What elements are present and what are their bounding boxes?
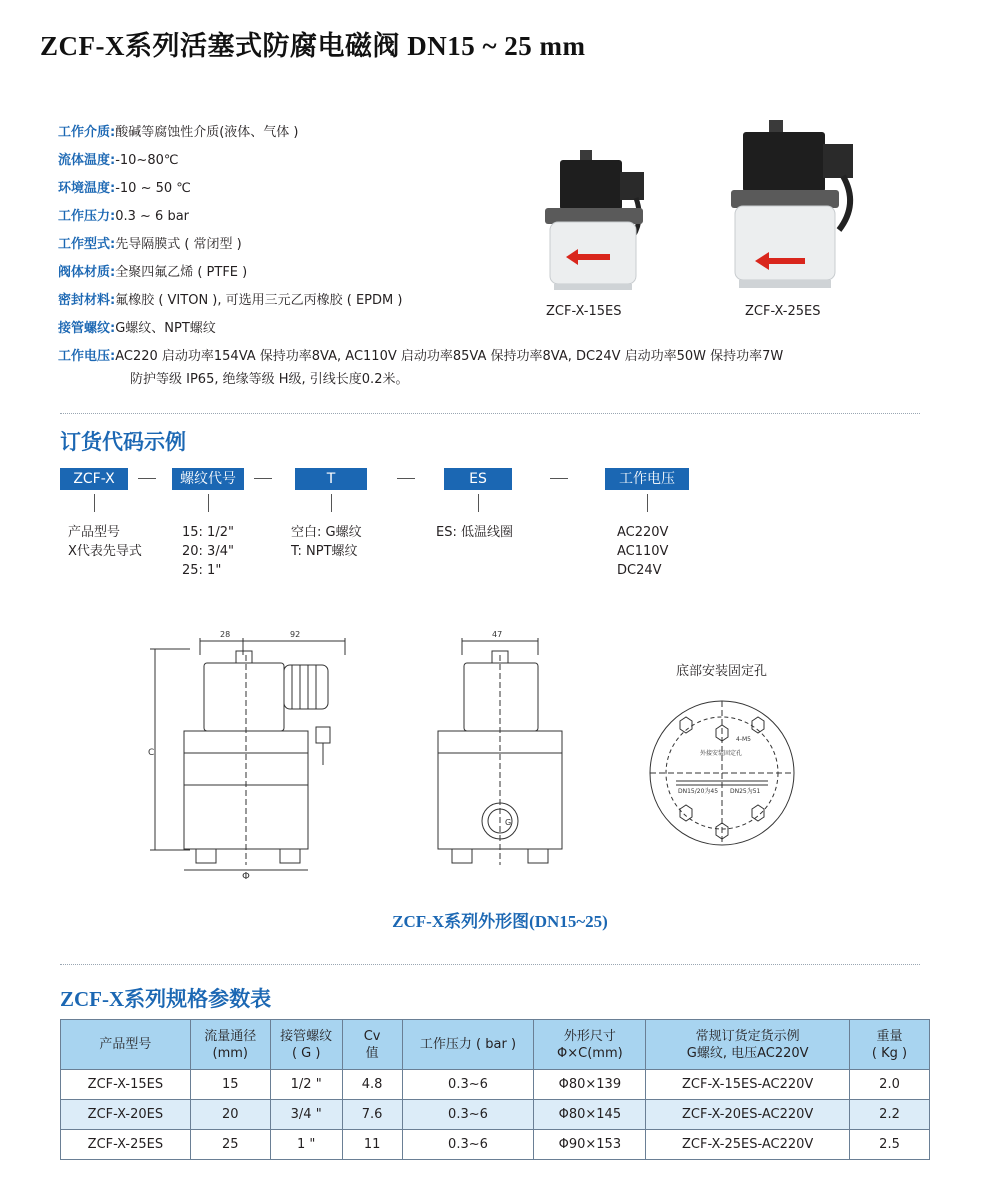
- code-desc-line: 空白: G螺纹: [291, 525, 362, 540]
- code-desc-line: 15: 1/2": [182, 525, 234, 540]
- code-tick: [478, 494, 479, 512]
- code-tick: [94, 494, 95, 512]
- order-code-title: 订货代码示例: [60, 430, 186, 454]
- spec-value: G螺纹、NPT螺纹: [115, 321, 216, 336]
- code-box-coil: ES: [444, 468, 512, 490]
- table-cell: 25: [190, 1130, 270, 1160]
- spec-key: 工作型式:: [58, 237, 116, 252]
- spec-table: [60, 1019, 930, 1160]
- valve-25es-photo: [725, 120, 865, 300]
- table-cell: 1 ": [270, 1130, 342, 1160]
- product-image-25es: [725, 120, 865, 330]
- code-desc-line: 产品型号: [68, 525, 121, 540]
- spec-value: 氟橡胶 ( VITON ), 可选用三元乙丙橡胶 ( EPDM ): [115, 293, 403, 308]
- table-header-row: [61, 1020, 930, 1070]
- code-box-thread: 螺纹代号: [172, 468, 244, 490]
- dimension-drawings: [140, 625, 840, 895]
- dim-92-label: 92: [290, 630, 301, 639]
- code-desc-line: T: NPT螺纹: [291, 544, 358, 559]
- code-desc-line: DC24V: [617, 563, 662, 578]
- spec-key: 密封材料:: [58, 293, 116, 308]
- code-separator: [254, 478, 272, 479]
- table-cell: 4.8: [342, 1070, 402, 1100]
- col-header-pressure: 工作压力 ( bar ): [402, 1020, 534, 1070]
- dim-c-label: C: [148, 748, 155, 758]
- code-box-model: ZCF-X: [60, 468, 128, 490]
- table-cell: 0.3~6: [402, 1100, 534, 1130]
- section-divider: [60, 413, 920, 414]
- spec-value: 先导隔膜式 ( 常闭型 ): [115, 237, 242, 252]
- code-desc-line: 25: 1": [182, 563, 222, 578]
- table-cell: 2.0: [850, 1070, 930, 1100]
- table-cell: 15: [190, 1070, 270, 1100]
- dim-28-label: 28: [220, 630, 231, 639]
- table-title: ZCF-X系列规格参数表: [60, 987, 272, 1011]
- col-header-weight: 重量 ( Kg ): [850, 1020, 930, 1070]
- code-desc-coil: [436, 523, 513, 542]
- spec-key: 阀体材质:: [58, 265, 116, 280]
- dim-g-label: G: [505, 818, 512, 827]
- col-header-bore: 流量通径 (mm): [190, 1020, 270, 1070]
- table-cell: Φ80×145: [534, 1100, 646, 1130]
- spec-value: AC220 启动功率154VA 保持功率8VA, AC110V 启动功率85VA 保持功率8VA, DC24V 启动功率50W 保持功率7W: [115, 349, 784, 364]
- spec-key: 工作电压:: [58, 349, 116, 364]
- code-separator: [397, 478, 415, 479]
- table-cell: ZCF-X-15ES: [61, 1070, 191, 1100]
- table-cell: ZCF-X-15ES-AC220V: [646, 1070, 850, 1100]
- spec-continuation: 防护等级 IP65, 绝缘等级 H级, 引线长度0.2米。: [130, 372, 409, 387]
- col-header-order-example: 常规订货定货示例 G螺纹, 电压AC220V: [646, 1020, 850, 1070]
- col-header-thread: 接管螺纹 ( G ): [270, 1020, 342, 1070]
- table-cell: 2.5: [850, 1130, 930, 1160]
- product-image-15es: [540, 150, 650, 330]
- col-header-cv: Cv 值: [342, 1020, 402, 1070]
- spec-key: 工作介质:: [58, 125, 116, 140]
- table-cell: 2.2: [850, 1100, 930, 1130]
- table-cell: 20: [190, 1100, 270, 1130]
- spec-value: -10 ~ 50 ℃: [115, 181, 191, 196]
- spec-value: 全聚四氟乙烯 ( PTFE ): [115, 265, 248, 280]
- code-box-thread-type: T: [295, 468, 367, 490]
- code-desc-line: X代表先导式: [68, 544, 142, 559]
- bottom-view-title: 底部安装固定孔: [676, 664, 768, 679]
- code-desc-line: AC110V: [617, 544, 669, 559]
- spec-key: 工作压力:: [58, 209, 116, 224]
- page-title: ZCF-X系列活塞式防腐电磁阀 DN15 ~ 25 mm: [40, 31, 586, 61]
- spec-value: -10~80℃: [115, 153, 179, 168]
- code-desc-thread: [182, 523, 234, 580]
- code-desc-line: 20: 3/4": [182, 544, 234, 559]
- code-tick: [647, 494, 648, 512]
- table-cell: ZCF-X-25ES: [61, 1130, 191, 1160]
- table-cell: 0.3~6: [402, 1070, 534, 1100]
- code-desc-voltage: [617, 523, 668, 580]
- spec-key: 流体温度:: [58, 153, 116, 168]
- table-cell: ZCF-X-20ES: [61, 1100, 191, 1130]
- table-cell: Φ90×153: [534, 1130, 646, 1160]
- valve-15es-photo: [540, 150, 650, 300]
- product-label: ZCF-X-15ES: [546, 304, 622, 319]
- code-tick: [331, 494, 332, 512]
- table-cell: 3/4 ": [270, 1100, 342, 1130]
- code-desc-thread-type: [291, 523, 362, 561]
- col-header-model: 产品型号: [61, 1020, 191, 1070]
- code-box-voltage: 工作电压: [605, 468, 689, 490]
- table-cell: Φ80×139: [534, 1070, 646, 1100]
- table-row: [61, 1130, 930, 1160]
- spec-key: 接管螺纹:: [58, 321, 116, 336]
- table-cell: 11: [342, 1130, 402, 1160]
- table-cell: 1/2 ": [270, 1070, 342, 1100]
- spec-key: 环境温度:: [58, 181, 116, 196]
- section-divider: [60, 964, 920, 965]
- drawing-caption: ZCF-X系列外形图(DN15~25): [392, 912, 608, 931]
- code-desc-line: AC220V: [617, 525, 669, 540]
- code-separator: [550, 478, 568, 479]
- spec-value: 0.3 ~ 6 bar: [115, 209, 190, 224]
- bottom-dn15-label: DN15/20为45: [678, 788, 719, 795]
- code-desc-line: ES: 低温线圈: [436, 525, 513, 540]
- table-row: [61, 1070, 930, 1100]
- product-label: ZCF-X-25ES: [745, 304, 821, 319]
- table-cell: ZCF-X-20ES-AC220V: [646, 1100, 850, 1130]
- bottom-dn25-label: DN25为51: [730, 788, 761, 795]
- bottom-mount-label: 外接安装固定孔: [700, 750, 743, 757]
- spec-value: 酸碱等腐蚀性介质(液体、气体 ): [115, 125, 299, 140]
- table-cell: 0.3~6: [402, 1130, 534, 1160]
- code-separator: [138, 478, 156, 479]
- table-row: [61, 1100, 930, 1130]
- dim-47-label: 47: [492, 630, 503, 639]
- bottom-m5-label: 4-M5: [736, 736, 751, 743]
- dim-phi-label: Φ: [242, 871, 250, 882]
- code-tick: [208, 494, 209, 512]
- code-desc-model: [68, 523, 142, 561]
- col-header-dimensions: 外形尺寸 Φ×C(mm): [534, 1020, 646, 1070]
- table-cell: 7.6: [342, 1100, 402, 1130]
- table-cell: ZCF-X-25ES-AC220V: [646, 1130, 850, 1160]
